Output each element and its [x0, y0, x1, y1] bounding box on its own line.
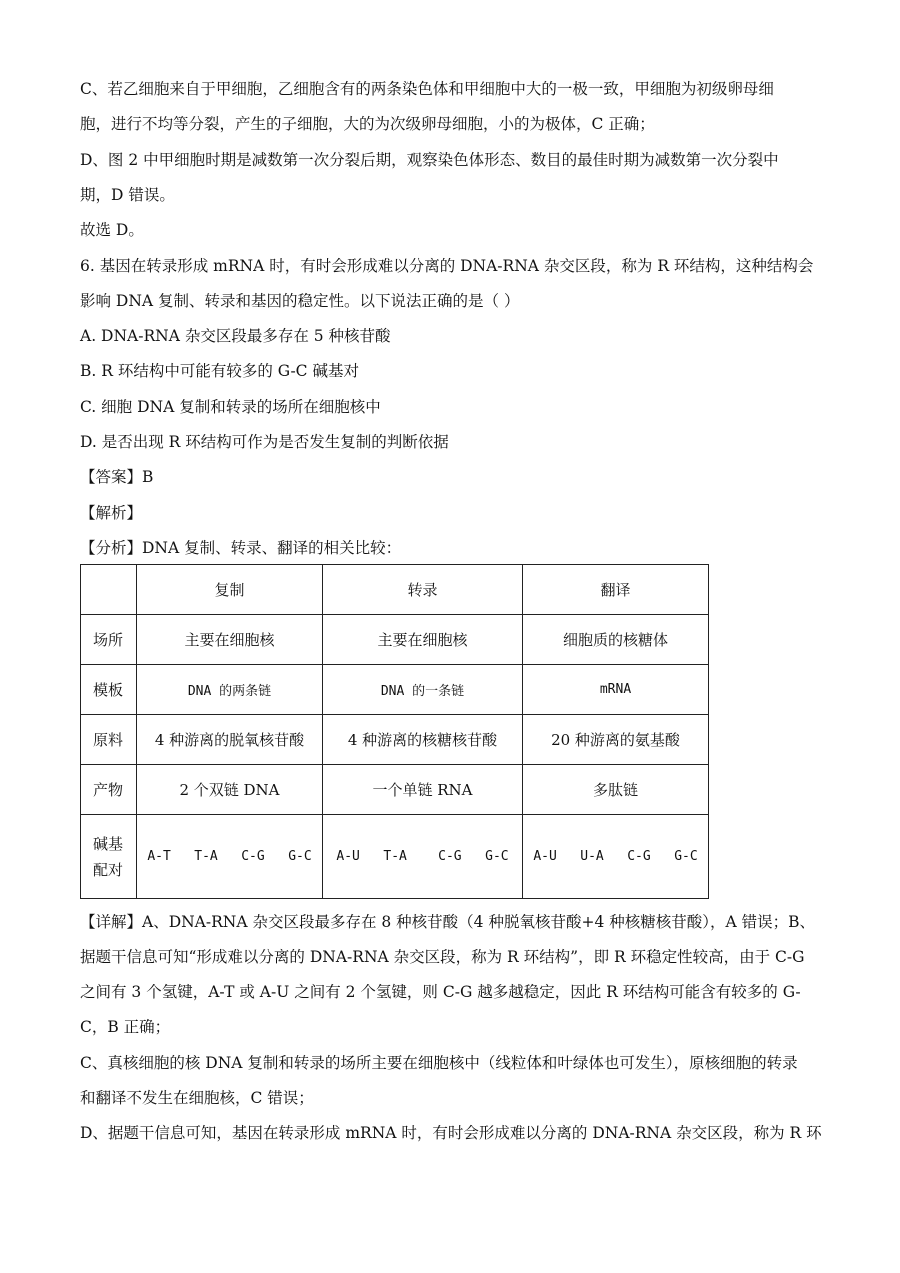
table-cell: 2 个双链 DNA: [137, 765, 323, 815]
question-stem: 影响 DNA 复制、转录和基因的稳定性。以下说法正确的是（ ）: [80, 292, 520, 310]
explanation-line: 据题干信息可知“形成难以分离的 DNA-RNA 杂交区段，称为 R 环结构”，即 R 环稳定性较高，由于 C-G: [80, 948, 805, 966]
row-label: 产物: [81, 765, 137, 815]
table-cell: A-U T-A C-G G-C: [323, 815, 523, 899]
row-label: 模板: [81, 665, 137, 715]
text-line: C、若乙细胞来自于甲细胞，乙细胞含有的两条染色体和甲细胞中大的一极一致，甲细胞为初级卵母细: [80, 80, 774, 98]
explanation-line: 之间有 3 个氢键，A-T 或 A-U 之间有 2 个氢键，则 C-G 越多越稳定，因此 R 环结构可能含有较多的 G-: [80, 983, 801, 1001]
explanation-line: 【详解】A、DNA-RNA 杂交区段最多存在 8 种核苷酸（4 种脱氧核苷酸+4 种核糖核苷酸），A 错误；B、: [80, 913, 816, 931]
explanation-line: C，B 正确；: [80, 1018, 171, 1036]
table-cell: A-U U-A C-G G-C: [523, 815, 709, 899]
option-c: C. 细胞 DNA 复制和转录的场所在细胞核中: [80, 398, 381, 416]
row-label-top: 碱基: [93, 834, 124, 853]
table-header-cell: 转录: [323, 565, 523, 615]
table-cell: 细胞质的核糖体: [523, 615, 709, 665]
analysis-intro: 【分析】DNA 复制、转录、翻译的相关比较：: [80, 539, 402, 557]
table-header-cell: [81, 565, 137, 615]
table-cell: 主要在细胞核: [323, 615, 523, 665]
option-d: D. 是否出现 R 环结构可作为是否发生复制的判断依据: [80, 433, 449, 451]
option-a: A. DNA-RNA 杂交区段最多存在 5 种核苷酸: [80, 327, 391, 345]
table-row: [81, 715, 709, 765]
table-cell: 多肽链: [523, 765, 709, 815]
analysis-heading: 【解析】: [80, 504, 143, 522]
table-row: [81, 615, 709, 665]
table-cell: 4 种游离的脱氧核苷酸: [137, 715, 323, 765]
text-line: 期，D 错误。: [80, 186, 175, 204]
row-label-bottom: 配对: [93, 860, 124, 879]
comparison-table: [80, 564, 709, 899]
table-cell: DNA 的两条链: [137, 665, 323, 715]
table-row: [81, 765, 709, 815]
table-header-cell: 复制: [137, 565, 323, 615]
text-line: 故选 D。: [80, 221, 144, 239]
explanation-line: 和翻译不发生在细胞核，C 错误；: [80, 1089, 314, 1107]
explanation-line: C、真核细胞的核 DNA 复制和转录的场所主要在细胞核中（线粒体和叶绿体也可发生），原核细胞的转录: [80, 1054, 798, 1072]
table-cell: 一个单链 RNA: [323, 765, 523, 815]
text-line: D、图 2 中甲细胞时期是减数第一次分裂后期，观察染色体形态、数目的最佳时期为减数第一次分裂中: [80, 151, 779, 169]
table-header-row: [81, 565, 709, 615]
table-cell: 主要在细胞核: [137, 615, 323, 665]
table-row: [81, 815, 709, 899]
table-header-cell: 翻译: [523, 565, 709, 615]
row-label: [81, 815, 137, 899]
row-label: 场所: [81, 615, 137, 665]
table-row: [81, 665, 709, 715]
table-cell: A-T T-A C-G G-C: [137, 815, 323, 899]
text-line: 胞，进行不均等分裂，产生的子细胞，大的为次级卵母细胞，小的为极体，C 正确；: [80, 115, 655, 133]
table-cell: 20 种游离的氨基酸: [523, 715, 709, 765]
question-stem: 6. 基因在转录形成 mRNA 时，有时会形成难以分离的 DNA-RNA 杂交区段，称为 R 环结构，这种结构会: [80, 257, 814, 275]
row-label: 原料: [81, 715, 137, 765]
answer-line: 【答案】B: [80, 468, 154, 486]
table-cell: 4 种游离的核糖核苷酸: [323, 715, 523, 765]
option-b: B. R 环结构中可能有较多的 G-C 碱基对: [80, 362, 359, 380]
explanation-line: D、据题干信息可知，基因在转录形成 mRNA 时，有时会形成难以分离的 DNA-RNA 杂交区段，称为 R 环: [80, 1124, 822, 1142]
table-cell: mRNA: [523, 665, 709, 715]
table-cell: DNA 的一条链: [323, 665, 523, 715]
